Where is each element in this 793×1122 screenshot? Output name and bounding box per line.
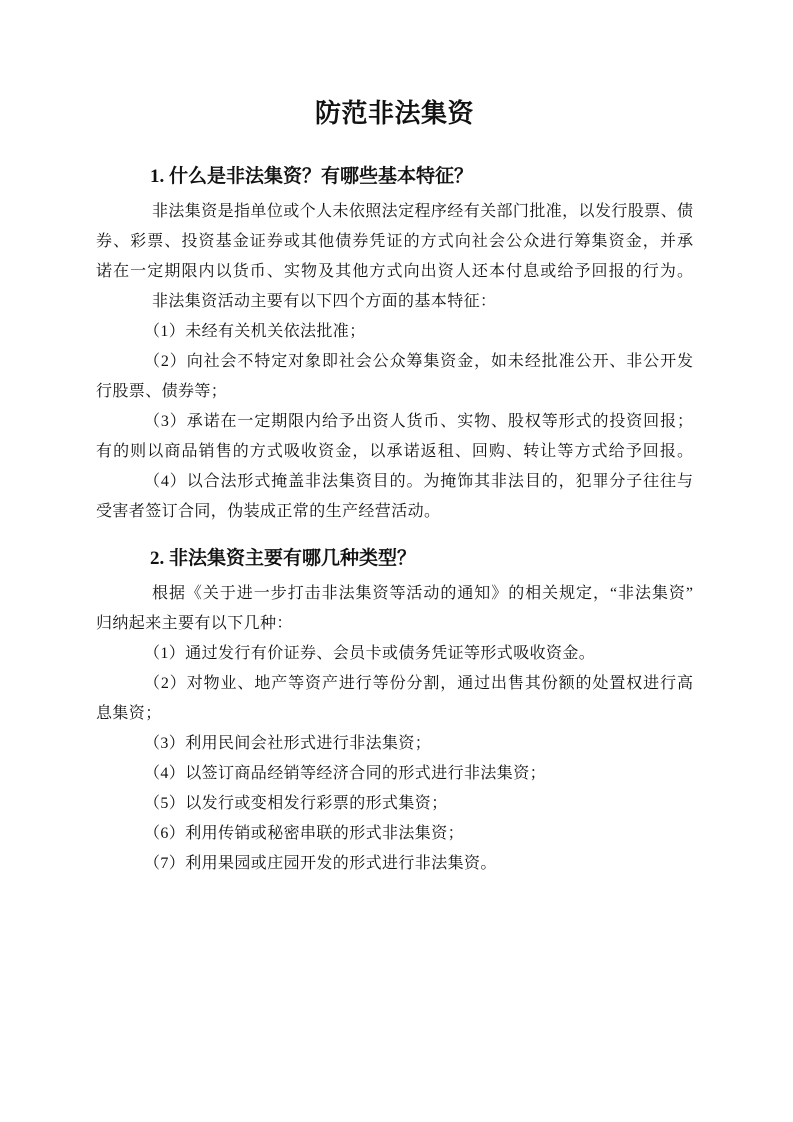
text-line: 行股票、债券等； [96, 383, 228, 400]
text-line: 非法集资活动主要有以下四个方面的基本特征： [152, 293, 497, 310]
paragraph [96, 317, 693, 347]
text-line: （1）通过发行有价证券、会员卡或债务凭证等形式吸收资金。 [144, 645, 596, 662]
paragraph [96, 729, 693, 759]
paragraph [96, 819, 693, 849]
text-line: 券、彩票、投资基金证券或其他债券凭证的方式向社会公众进行筹集资金，并承 [96, 233, 693, 250]
paragraph [96, 467, 693, 527]
text-line: （6）利用传销或秘密串联的形式非法集资； [144, 825, 465, 842]
paragraph [96, 579, 693, 639]
document-title: 防范非法集资 [314, 99, 474, 128]
paragraph [96, 759, 693, 789]
text-line: （1）未经有关机关依法批准； [144, 323, 366, 340]
paragraph [96, 197, 693, 287]
paragraph [96, 669, 693, 729]
text-line: 有的则以商品销售的方式吸收资金，以承诺返租、回购、转让等方式给予回报。 [96, 443, 693, 460]
paragraph [96, 287, 693, 317]
paragraph [96, 849, 693, 879]
text-line: 非法集资是指单位或个人未依照法定程序经有关部门批准，以发行股票、债 [152, 203, 693, 220]
paragraph [96, 639, 693, 669]
text-line: 归纳起来主要有以下几种： [96, 615, 293, 632]
paragraph [96, 789, 693, 819]
text-line: （5）以发行或变相发行彩票的形式集资； [144, 795, 448, 812]
text-line: （4）以合法形式掩盖非法集资目的。为掩饰其非法目的，犯罪分子往往与 [144, 473, 693, 490]
text-line: 受害者签订合同，伪装成正常的生产经营活动。 [96, 503, 441, 520]
text-line: 诺在一定期限内以货币、实物及其他方式向出资人还本付息或给予回报的行为。 [96, 263, 693, 280]
text-line: （2）对物业、地产等资产进行等份分割，通过出售其份额的处置权进行高 [144, 675, 693, 692]
paragraph [96, 347, 693, 407]
document-content [96, 0, 693, 879]
text-line: 根据《关于进一步打击非法集资等活动的通知》的相关规定，“非法集资” [152, 585, 693, 602]
section-1-heading: 1. 什么是非法集资？有哪些基本特征？ [150, 166, 474, 187]
text-line: （7）利用果园或庄园开发的形式进行非法集资。 [144, 855, 497, 872]
text-line: （3）利用民间会社形式进行非法集资； [144, 735, 432, 752]
text-line: （2）向社会不特定对象即社会公众筹集资金，如未经批准公开、非公开发 [144, 353, 693, 370]
text-line: （4）以签订商品经销等经济合同的形式进行非法集资； [144, 765, 547, 782]
text-line: 息集资； [96, 705, 162, 722]
section-2-heading: 2. 非法集资主要有哪几种类型？ [150, 548, 417, 569]
paragraph [96, 407, 693, 467]
text-line: （3）承诺在一定期限内给予出资人货币、实物、股权等形式的投资回报； [144, 413, 693, 430]
